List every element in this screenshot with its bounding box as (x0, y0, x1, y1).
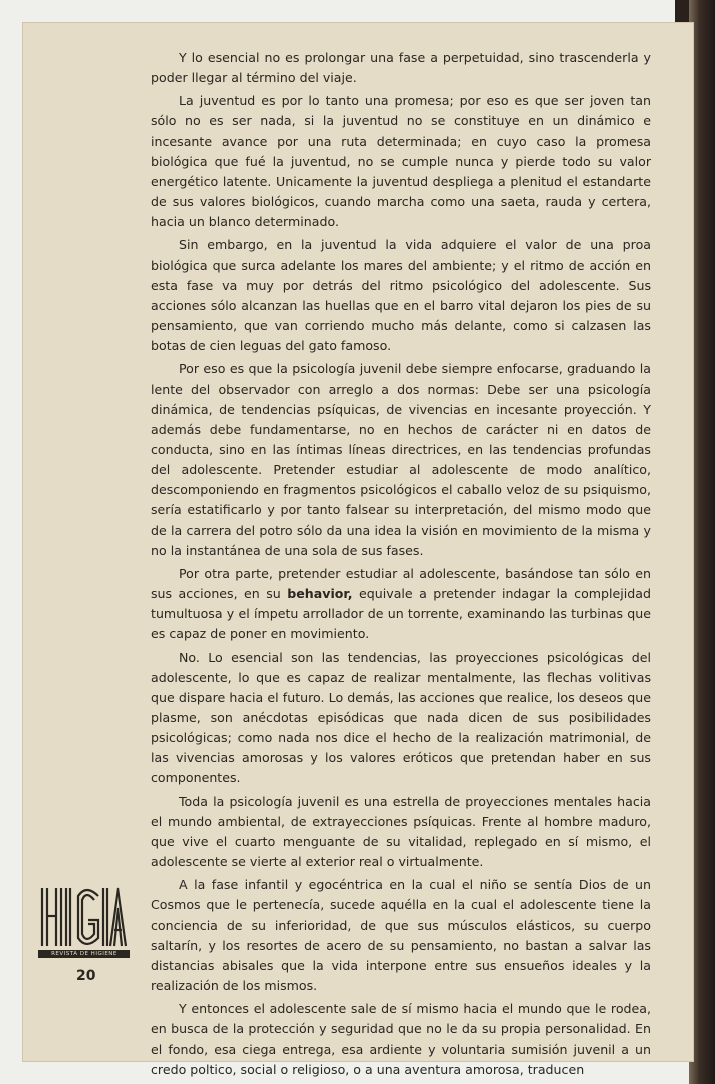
paragraph-9-end: , traducen (519, 1061, 585, 1077)
behavior-term: behavior, (287, 586, 353, 602)
paragraph-9-start: Y entonces el adolescente sale de sí mismo hacia el mundo que le rodea, en busca de la protección y seguridad que no le da su propia personalidad. En el fondo, esa ciega entrega, esa ardiente y voluntaria sumisión juvenil a un credo poltico, social o religioso, o a una (151, 1001, 651, 1077)
paragraph-4: Por eso es que la psicología juvenil debe siempre enfocarse, graduando la lente del observador con arreglo a dos normas: Debe ser una psicología dinámica, de tendencias psíquicas, de vivencias en incesante proyección. Y además debe fundamentarse, no en hechos de carácter ni en datos de conducta, sino en las íntimas líneas directrices, en las tendencias profundas del adolescente. Pretender estudiar al adolescente de modo analítico, descomponiendo en fragmentos psicológicos el caballo veloz de su psiquismo, sería estatificarlo y por tanto falsear su interpretación, del mismo modo que de la carrera del potro sólo da una idea la visión en movimiento de la misma y no la instantánea de una sola de sus fases. (151, 361, 651, 558)
paragraph-9 (151, 999, 651, 1080)
paragraph-5-start: Por otra parte, pretender estudiar al adolescente, basándose tan sólo en sus acciones, en su (151, 565, 651, 602)
higia-logo (38, 878, 130, 964)
article-body (151, 48, 651, 1083)
paragraph-5-end: equivale a pretender indagar la complejidad tumultuosa y el ímpetu arrollador de un torrente, examinando las turbinas que es capaz de poner en movimiento. (151, 586, 651, 642)
page-number: 20 (76, 968, 96, 984)
paragraph-6: No. Lo esencial son las tendencias, las proyecciones psicológicas del adolescente, lo que es capaz de realizar mentalmente, las flechas volitivas que dispare hacia el futuro. Lo demás, las acciones que realice, los deseos que plasme, son anécdotas episódicas que nada dicen de sus posibilidades psicológicas; como nada nos dice el hecho de la realización matrimonial, de las vivencias amorosas y los valores eróticos que pretendan haber en sus componentes. (151, 649, 651, 786)
paragraph-2: La juventud es por lo tanto una promesa; por eso es que ser joven tan sólo no es ser nada, si la juventud no se constituye en un dinámico e incesante avance por una ruta determinada; en cuyo caso la promesa biológica que fué la juventud, no se cumple nunca y pierde todo su valor energético latente. Unicamente la juventud despliega a plenitud el estandarte de sus valores biológicos, cuando marcha como una saeta, rauda y certera, hacia un blanco determinado. (151, 93, 651, 230)
paragraph-1: Y lo esencial no es prolongar una fase a perpetuidad, sino trascenderla y poder llegar al término del viaje. (151, 50, 651, 86)
paragraph-9-mid: aventura amorosa (404, 1061, 520, 1077)
higia-wordmark-icon (38, 878, 130, 950)
paragraph-8: A la fase infantil y egocéntrica en la cual el niño se sentía Dios de un Cosmos que le pertenecía, sucede aquélla en la cual el adolescente tiene la conciencia de su inferioridad, de que sus músculos elásticos, su cuerpo saltarín, y los resortes de acero de su pensamiento, no bastan a salvar las distancias abisales que la vida interpone entre sus ensueños ideales y la realización de los mismos. (151, 877, 651, 994)
paragraph-5 (151, 564, 651, 645)
paragraph-7: Toda la psicología juvenil es una estrella de proyecciones mentales hacia el mundo ambiental, de extrayecciones psíquicas. Frente al hombre maduro, que vive el cuarto menguante de su vitalidad, replegado en sí mismo, el adolescente se vierte al exterior real o virtualmente. (151, 793, 651, 870)
paragraph-3: Sin embargo, en la juventud la vida adquiere el valor de una proa biológica que surca adelante los mares del ambiente; y el ritmo de acción en esta fase va muy por detrás del ritmo psicológico del adolescente. Sus acciones sólo alcanzan las huellas que en el barro vital dejaron los pies de su pensamiento, que van corriendo mucho más delante, como si calzasen las botas de cien leguas del gato famoso. (151, 237, 651, 354)
logo-subtitle: REVISTA DE HIGIENE (38, 950, 130, 958)
